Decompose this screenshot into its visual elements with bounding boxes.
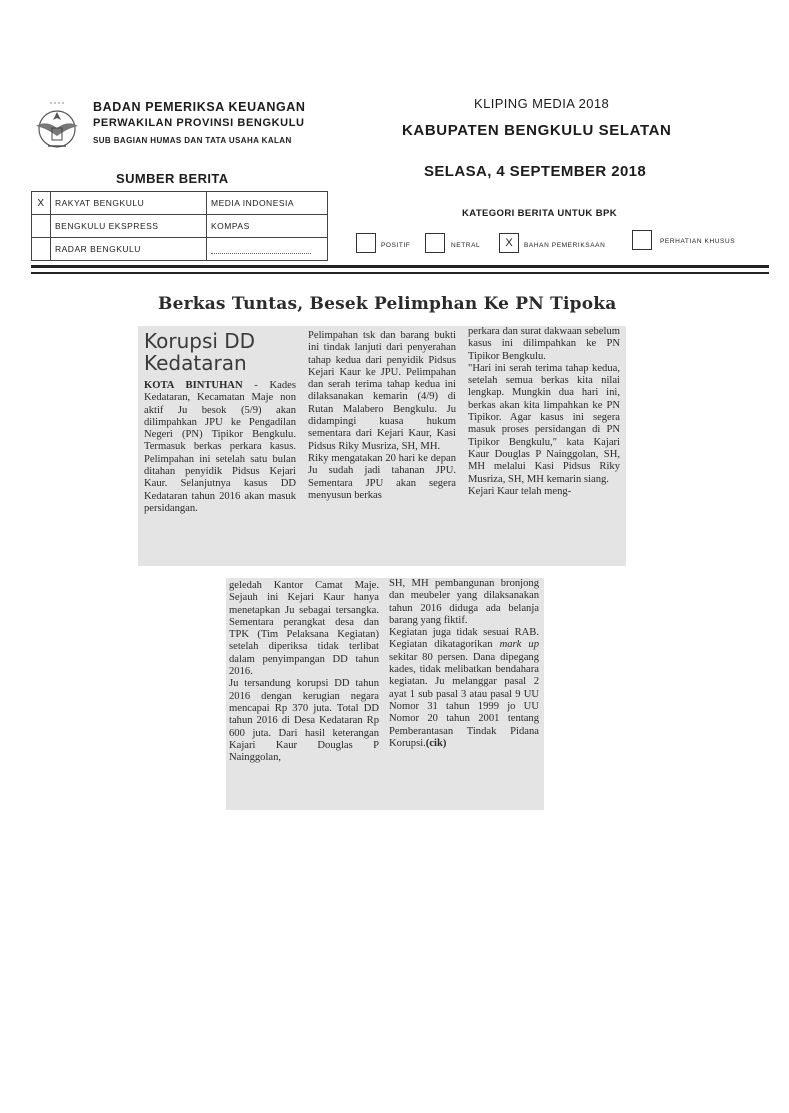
category-checkbox-perhatian-khusus[interactable]: [632, 230, 652, 250]
article-column-5: [389, 578, 539, 750]
source-row: [32, 215, 328, 238]
article-column-1: [144, 330, 296, 515]
source-row: [32, 192, 328, 215]
date-title: SELASA, 4 SEPTEMBER 2018: [424, 163, 647, 180]
org-name-line2: PERWAKILAN PROVINSI BENGKULU: [93, 117, 305, 129]
source-name: BENGKULU EKSPRESS: [51, 215, 207, 238]
category-label-bahan-pemeriksaan: BAHAN PEMERIKSAAN: [524, 242, 606, 249]
source-row: [32, 238, 328, 261]
article-column-1-text: - Kades Kedataran, Kecamatan Maje non aktif Ju besok (5/9) akan dilimpahkan JPU ke Pengadilan Negeri (PN) Tipikor Bengkulu. Termasuk berkas perkara kasus. Pelimpahan ini setelah satu bulan ditahan penyidik Pidsus Kejari Kaur. Selanjutnya kasus DD Kedataran tahun 2016 akan masuk persidangan.: [144, 380, 296, 514]
article-column-4: [229, 580, 379, 764]
header-rule-thin: [31, 272, 769, 274]
category-label-positif: POSITIF: [381, 242, 411, 249]
category-checkbox-netral[interactable]: [425, 233, 445, 253]
dotted-line: [211, 243, 311, 254]
article-dateline: KOTA BINTUHAN: [144, 380, 243, 391]
article-column-5-text-b: sekitar 80 persen. Dana dipegang kades, tidak melibatkan bendahara kegiatan. Ju melanggar pasal 2 ayat 1 sub pasal 3 atau pasal 9 UU Nomor 31 tahun 1999 jo UU Nomor 20 tahun 2001 tentang Pemberantasan Tindak Pidana Korupsi.: [389, 651, 539, 749]
source-check-mark: X: [32, 192, 51, 215]
article-column-4-text: geledah Kantor Camat Maje. Sejauh ini Kejari Kaur hanya menetapkan Ju sebagai tersangka. Sementara perangkat desa dan TPK (Tim Pelaksana Kegiatan) setelah diperiksa tidak terlibat dalam penyimpangan DD tahun 2016. Ju tersandung korupsi DD tahun 2016 dengan kerugian negara mencapai Rp 370 juta. Total DD tahun 2016 di Desa Kedataran Rp 600 juta. Dari hasil keterangan Kajari Kaur Douglas P Nainggolan,: [229, 580, 379, 764]
category-checkbox-positif[interactable]: [356, 233, 376, 253]
category-label-netral: NETRAL: [451, 242, 481, 249]
article-column-2-text: Pelimpahan tsk dan barang bukti ini tindak lanjuti dari penyerahan tahap kedua dari penyidik Pidsus Kejari Kaur ke JPU. Pelimpahan dan serah terima tahap kedua ini dilaksanakan kemarin (4/9) di Rutan Malabero Bengkulu. Ju didampingi kuasa hukum sementara dari Kejari Kaur, Kasi Pidsus Riky Musriza, SH, MH. Riky mengatakan 20 hari ke depan Ju sudah jadi tahanan JPU. Sementara JPU akan segera menyusun berkas: [308, 330, 456, 501]
source-table: [31, 191, 328, 261]
garuda-logo-icon: [28, 98, 86, 156]
kabupaten-title: KABUPATEN BENGKULU SELATAN: [402, 122, 672, 139]
org-name-line1: BADAN PEMERIKSA KEUANGAN: [93, 100, 306, 114]
source-check-mark: [32, 215, 51, 238]
category-checkbox-bahan-pemeriksaan[interactable]: X: [499, 233, 519, 253]
source-blank-line: [207, 238, 328, 261]
source-name: MEDIA INDONESIA: [207, 192, 328, 215]
source-name: KOMPAS: [207, 215, 328, 238]
article-column-3-text: perkara dan surat dakwaan sebelum kasus ini dilimpahkan ke PN Tipikor Bengkulu. "Hari ini serah terima tahap kedua, setelah semua berkas kita nilai lengkap. Mungkin dua hari ini, berkas akan kita limpahkan ke PN Tipikor. Agar kasus ini segera masuk proses persidangan di PN Tipikor Bengkulu," kata Kajari Kaur Douglas P Nainggolan, SH, MH melalui Kasi Pidsus Riky Musriza, SH, MH kemarin siang. Kejari Kaur telah meng-: [468, 326, 620, 497]
kliping-title: KLIPING MEDIA 2018: [474, 96, 610, 111]
header-rule-thick: [31, 265, 769, 268]
news-clipping-top: [138, 326, 626, 566]
org-name-line3: SUB BAGIAN HUMAS DAN TATA USAHA KALAN: [93, 136, 292, 145]
source-name: RADAR BENGKULU: [51, 238, 207, 261]
article-headline: Berkas Tuntas, Besek Pelimphan Ke PN Tipoka: [158, 294, 617, 314]
category-label-perhatian-khusus: PERHATIAN KHUSUS: [660, 238, 736, 245]
kategori-title: KATEGORI BERITA UNTUK BPK: [462, 208, 617, 219]
article-column-5-italic: mark up: [499, 639, 540, 651]
article-column-5-text-a: SH, MH pembangunan bronjong dan meubeler yang dilaksanakan tahun 2016 diduga ada belanja barang yang fiktif. Kegiatan juga tidak sesuai RAB. Kegiatan dikatagorikan: [389, 578, 539, 651]
sumber-berita-title: SUMBER BERITA: [116, 171, 229, 186]
news-clipping-bottom: [226, 578, 544, 810]
article-subhead: Korupsi DD Kedataran: [144, 329, 256, 375]
source-check-mark: [32, 238, 51, 261]
article-column-3: [468, 326, 620, 498]
article-author-sign: (cik): [425, 737, 447, 749]
source-name: RAKYAT BENGKULU: [51, 192, 207, 215]
article-column-2: [308, 330, 456, 502]
